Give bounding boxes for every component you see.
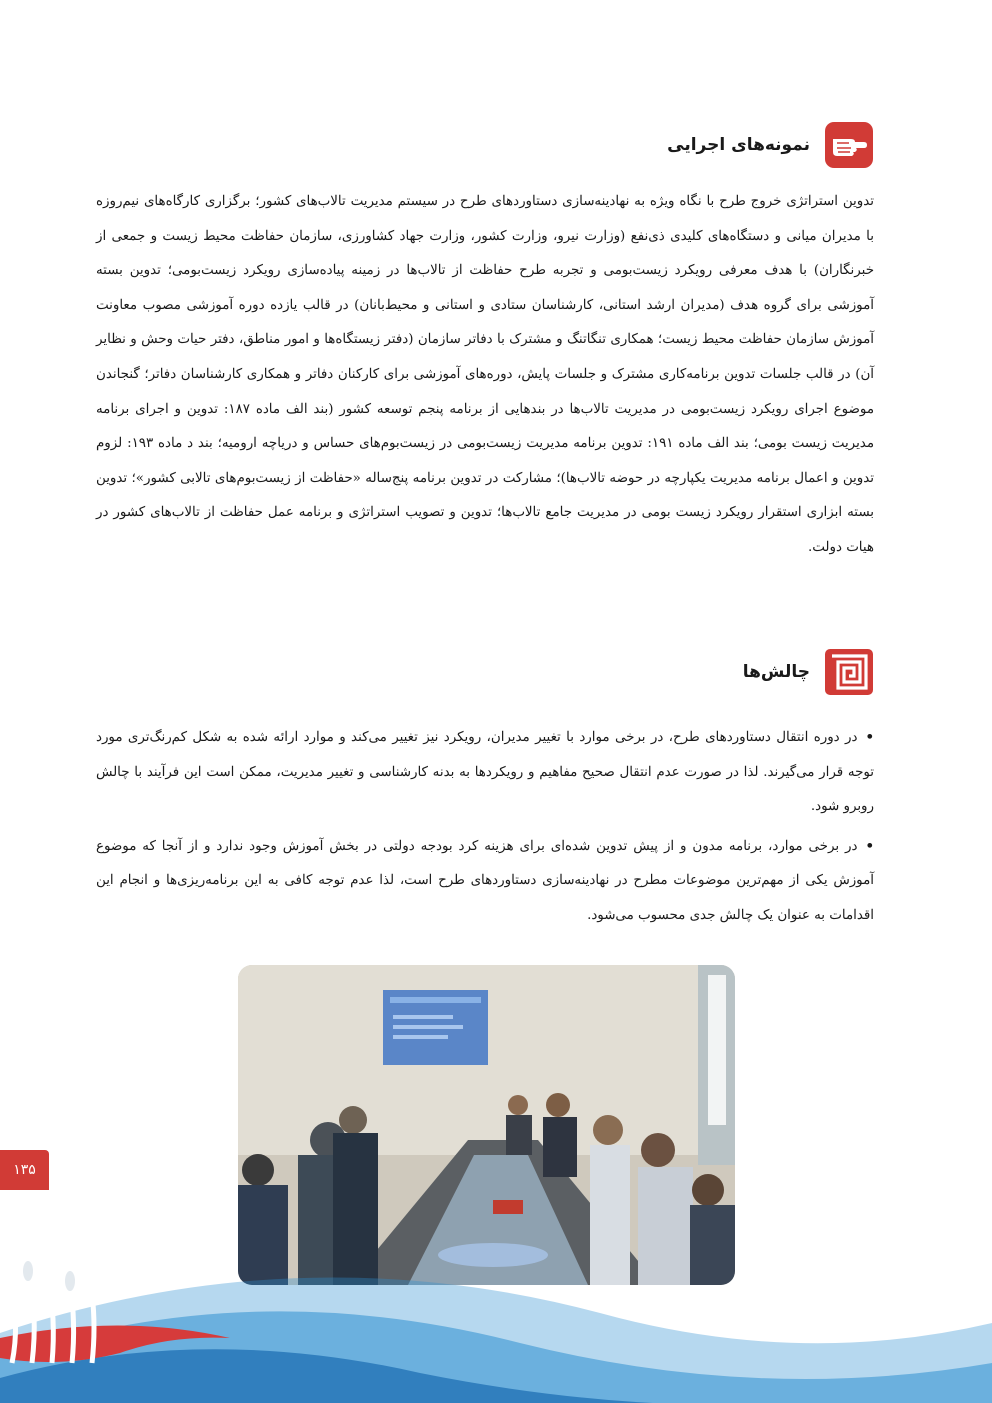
list-item [96,720,874,825]
examples-paragraph: تدوین استراتژی خروج طرح با نگاه ویژه به نهادینه‌سازی دستاوردهای طرح در سیستم مدیریت تالاب‌های کشور؛ برگزاری کارگاه‌های نیم‌روزه با مدیران میانی و دستگاه‌های کلیدی ذی‌نفع (وزارت نیرو، وزارت کشور، وزارت جهاد کشاورزی، سازمان حفاظت محیط زیست و جمعی از خبرنگاران) با هدف معرفی رویکرد زیست‌بومی و تجربه طرح حفاظت از تالاب‌ها در زمینه پیاده‌سازی رویکرد زیست‌بومی؛ تدوین بسته آموزشی برای گروه هدف (مدیران ارشد استانی، کارشناسان ستادی و استانی و محیط‌بانان) در قالب یازده دوره آموزشی مصوب معاونت آموزش سازمان حفاظت محیط زیست؛ همکاری تنگاتنگ و مشترک با دفاتر سازمان (دفتر زیستگاه‌ها و امور مناطق، دفتر حیات وحش و نظایر آن) در قالب جلسات تدوین برنامه‌کاری مشترک و جلسات پایش، دوره‌های آموزشی برای کارکنان دفاتر و همکاری کارشناسان دفاتر؛ گنجاندن موضوع اجرای رویکرد زیست‌بومی در مدیریت تالاب‌ها در بندهایی از برنامه پنجم توسعه کشور (بند الف ماده ۱۸۷: تدوین و اجرای برنامه مدیریت زیست بومی؛ بند الف ماده ۱۹۱: تدوین برنامه مدیریت زیست‌بومی در زیست‌بوم‌های حساس و دریاچه ارومیه؛ بند د ماده ۱۹۳: لزوم تدوین و اعمال برنامه مدیریت یکپارچه در حوضه تالاب‌ها)؛ مشارکت در تدوین برنامه پنج‌ساله «حفاظت از زیست‌بوم‌های تالابی کشور»؛ تدوین بسته ابزاری استقرار رویکرد زیست بومی در مدیریت جامع تالاب‌ها؛ تدوین و تصویب استراتژی و برنامه عمل حفاظت از تالاب‌های کشور در هیات دولت. [96,194,874,555]
bullet-text: در برخی موارد، برنامه مدون و از پیش تدوین شده‌ای برای هزینه کرد بودجه دولتی در بخش آموزش وجود ندارد و از آنجا که موضوع آموزش یکی از مهم‌ترین موضوعات مطرح در نهادینه‌سازی دستاوردهای طرح است، لذا عدم توجه کافی به این برنامه‌ریزی‌ها و انجام این اقدامات به عنوان یک چالش جدی محسوب می‌شود. [96,838,874,923]
examples-heading [474,120,874,170]
bullet-marker: • [865,729,874,745]
challenges-list [96,720,874,934]
footer-wave-decoration [0,1163,992,1403]
bullet-marker: • [865,837,874,854]
list-item [96,829,874,934]
examples-title: نمونه‌های اجرایی [667,135,810,155]
meander-square-icon [824,648,874,696]
pointing-hand-icon [824,121,874,169]
challenges-title: چالش‌ها [742,662,810,682]
challenges-heading [474,647,874,697]
page-number: ۱۳۵ [0,1150,49,1190]
bullet-text: در دوره انتقال دستاوردهای طرح، در برخی موارد با تغییر مدیران، رویکرد نیز تغییر می‌کند و موارد ارائه شده به شکل کم‌رنگ‌تری مورد توجه قرار می‌گیرند. لذا در صورت عدم انتقال صحیح مفاهیم و رویکردها به بدنه کارشناسی و تغییر مدیریت، ممکن است این فرآیند با چالش روبرو شود. [96,730,874,815]
